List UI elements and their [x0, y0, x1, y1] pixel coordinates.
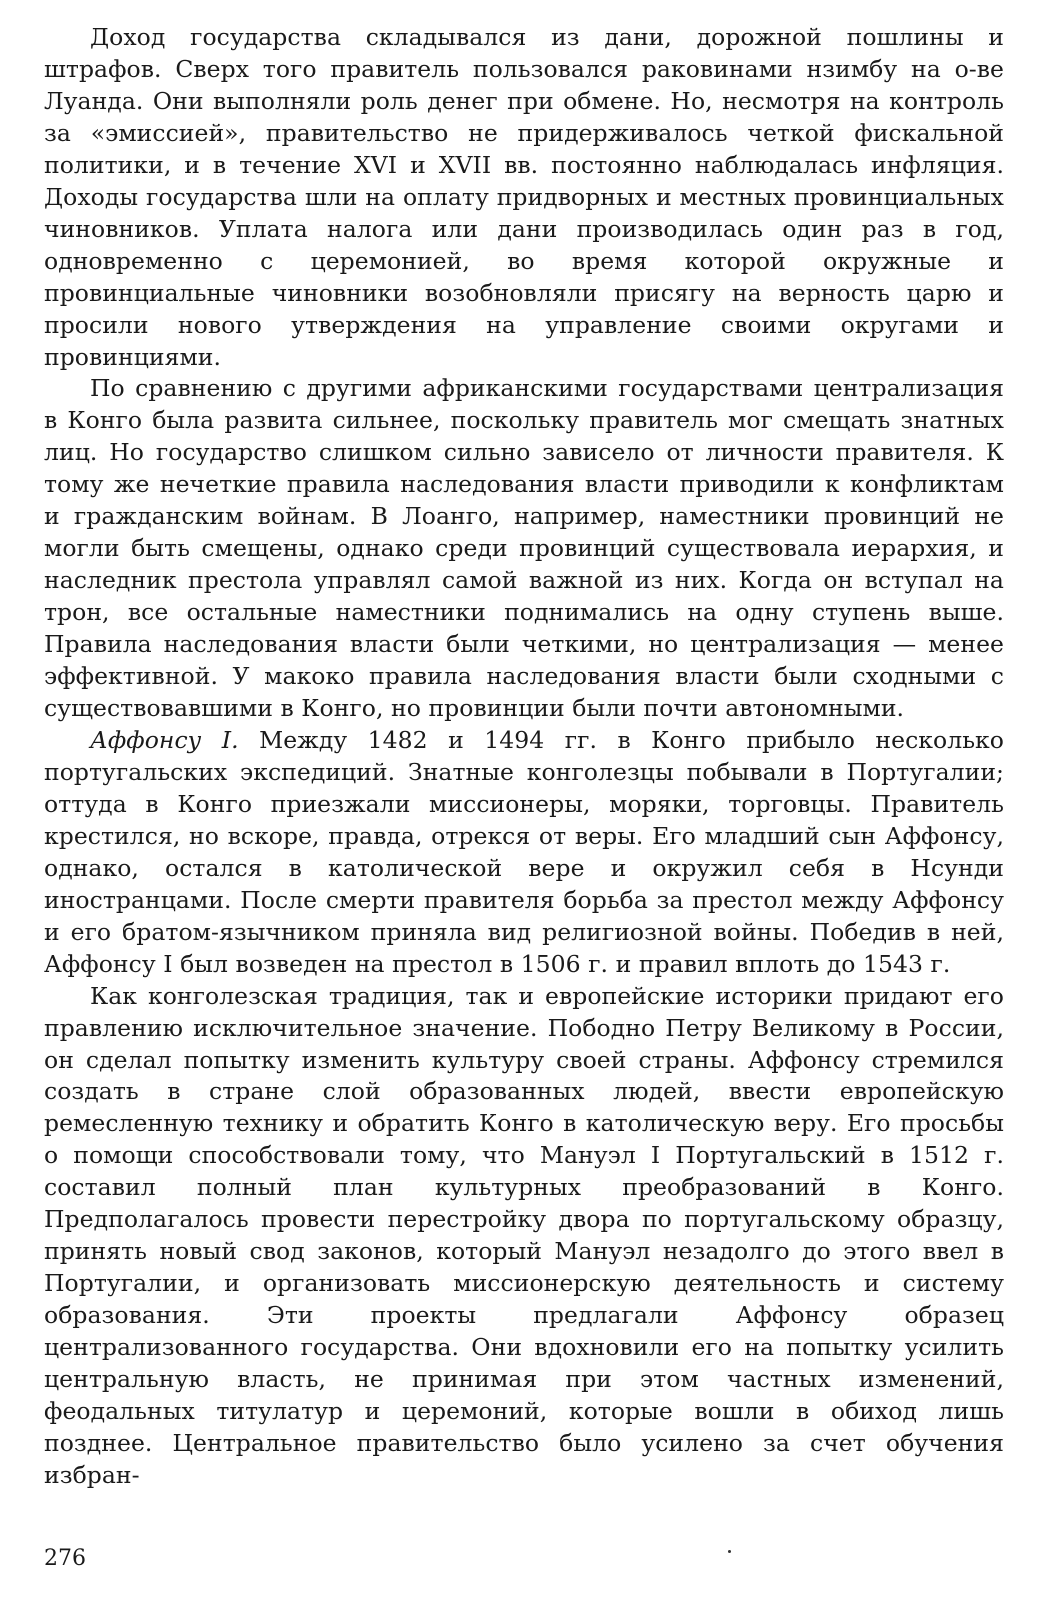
paragraph-revenue: [44, 22, 1004, 373]
page: [44, 22, 1004, 1562]
paragraph-text: Доход государства складывался из дани, дорожной пошлины и штрафов. Сверх того правитель пользовался раковинами нзимбу на о-ве Луанда. Они выполняли роль денег при обмене. Но, несмотря на контроль за «эмиссией», правительство не придерживалось четкой фискальной политики, и в течение XVI и XVII вв. постоянно наблюдалась инфляция. Доходы государства шли на оплату придворных и местных провинциальных чиновников. Уплата налога или дани производилась один раз в год, одновременно с церемонией, во время которой окружные и провинциальные чиновники возобновляли присягу на верность царю и просили нового утверждения на управление своими округами и провинциями.: [44, 23, 1004, 371]
section-lead-affonso: Аффонсу I.: [90, 725, 239, 754]
body-text: [44, 22, 1004, 1492]
paragraph-text: По сравнению с другими африканскими государствами централизация в Конго была развита сильнее, поскольку правитель мог смещать знатных лиц. Но государство слишком сильно зависело от личности правителя. К тому же нечеткие правила наследования власти приводили к конфликтам и гражданским войнам. В Лоанго, например, наместники провинций не могли быть смещены, однако среди провинций существовала иерархия, и наследник престола управлял самой важной из них. Когда он вступал на трон, все остальные наместники поднимались на одну ступень выше. Правила наследования власти были четкими, но централизация — менее эффективной. У макоко правила наследования власти были сходными с существовавшими в Конго, но провинции были почти автономными.: [44, 374, 1004, 723]
paragraph-text: Как конголезская традиция, так и европейские историки придают его правлению исключительное значение. Пободно Петру Великому в России, он сделал попытку изменить культуру своей страны. Аффонсу стремился создать в стране слой образованных людей, ввести европейскую ремесленную технику и обратить Конго в католическую веру. Его просьбы о помощи способствовали тому, что Мануэл I Португальский в 1512 г. составил полный план культурных преобразований в Конго. Предполагалось провести перестройку двора по португальскому образцу, принять новый свод законов, который Мануэл незадолго до этого ввел в Португалии, и организовать миссионерскую деятельность и систему образования. Эти проекты предлагали Аффонсу образец централизованного государства. Они вдохновили его на попытку усилить центральную власть, не принимая при этом частных изменений, феодальных титулатур и церемоний, которые вошли в обиход лишь позднее. Центральное правительство было усилено за счет обучения избран-: [44, 981, 1004, 1489]
print-speck: [728, 1550, 731, 1553]
paragraph-centralization: [44, 373, 1004, 724]
page-number: 276: [44, 1546, 86, 1571]
paragraph-text: Между 1482 и 1494 гг. в Конго прибыло несколько португальских экспедиций. Знатные конголезцы побывали в Португалии; оттуда в Конго приезжали миссионеры, моряки, торговцы. Правитель крестился, но вскоре, правда, отрекся от веры. Его младший сын Аффонсу, однако, остался в католической вере и окружил себя в Нсунди иностранцами. После смерти правителя борьба за престол между Аффонсу и его братом-язычником приняла вид религиозной войны. Победив в ней, Аффонсу I был возведен на престол в 1506 г. и правил вплоть до 1543 г.: [44, 725, 1004, 978]
paragraph-affonso: [44, 725, 1004, 981]
paragraph-reforms: [44, 981, 1004, 1492]
